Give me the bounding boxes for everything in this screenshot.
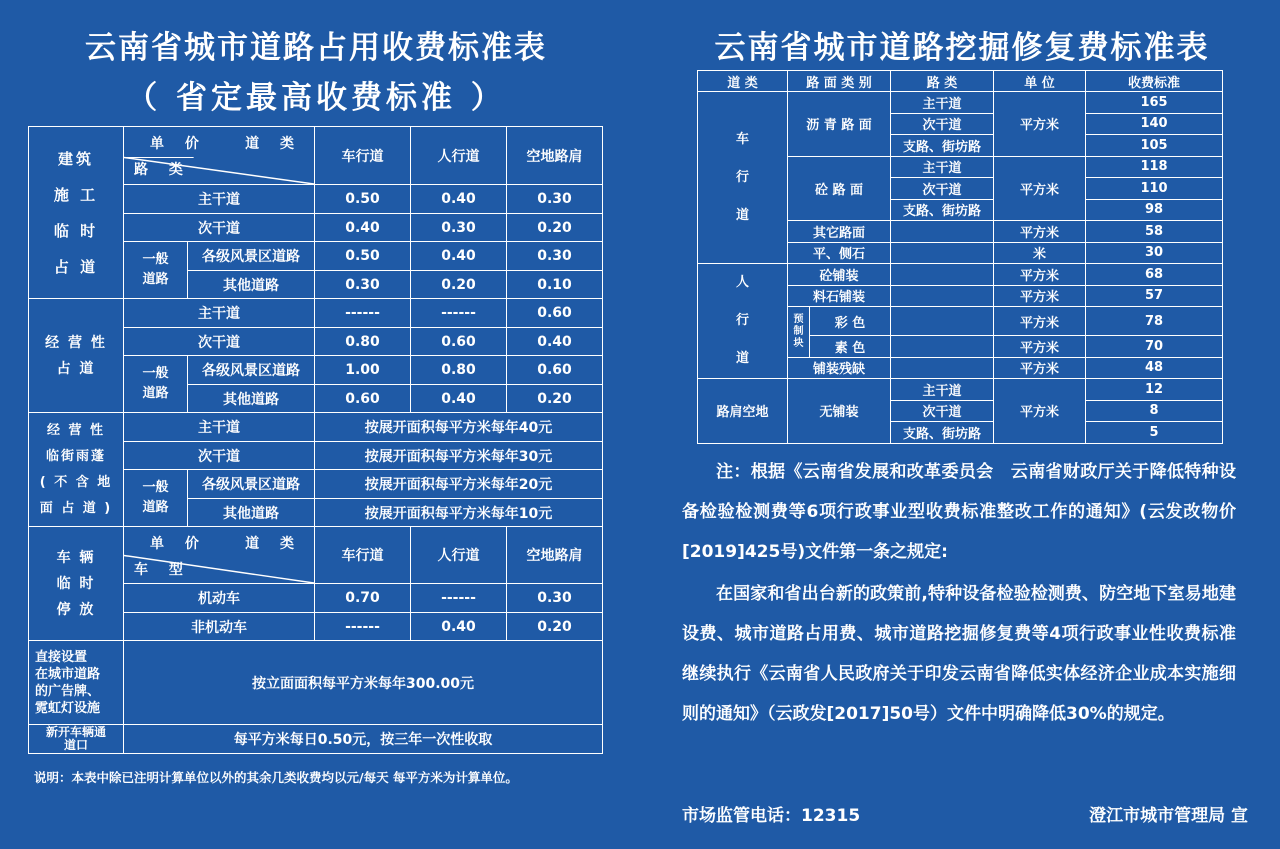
fee: 105 (1086, 135, 1223, 157)
surface-asphalt: 沥 青 路 面 (788, 92, 891, 157)
cell: 0.30 (507, 584, 603, 613)
cell: 0.80 (315, 328, 411, 356)
fee: 58 (1086, 221, 1223, 243)
surface-other: 其它路面 (788, 221, 891, 243)
cell: 0.20 (507, 613, 603, 641)
header-road-type: 道 类 (698, 71, 788, 92)
section-construction: 建筑 施 工 临 时 占 道 (29, 127, 124, 299)
unit: 平方米 (994, 92, 1086, 157)
unit: 平方米 (994, 285, 1086, 307)
fee: 118 (1086, 156, 1223, 178)
cell: 1.00 (315, 356, 411, 385)
road-class: 主干道 (891, 92, 994, 114)
road-class: 主干道 (891, 379, 994, 401)
section-entrance: 新开车辆通 道口 (29, 725, 124, 754)
cell: 0.70 (315, 584, 411, 613)
row-label: 各级风景区道路 (188, 356, 315, 385)
cell: 按展开面积每平方米每年20元 (315, 470, 603, 499)
entrance-fee: 每平方米每日0.50元，按三年一次性收取 (124, 725, 603, 754)
cell: ------ (411, 584, 507, 613)
surface-concrete: 砼 路 面 (788, 156, 891, 221)
road-occupancy-fee-table (28, 126, 603, 754)
cell: 0.30 (507, 185, 603, 214)
left-table-title: 云南省城市道路占用收费标准表 (85, 30, 547, 66)
cell: 0.30 (411, 214, 507, 242)
cell: 0.60 (507, 299, 603, 328)
cell: 0.20 (507, 385, 603, 413)
cell: 0.40 (411, 613, 507, 641)
header-road-class: 路 类 (891, 71, 994, 92)
section-parking: 车 辆 临 时 停 放 (29, 527, 124, 641)
row-label: 主干道 (124, 413, 315, 442)
col-shoulder: 空地路肩 (507, 127, 603, 185)
cell: 按展开面积每平方米每年30元 (315, 442, 603, 470)
col-sidewalk: 人行道 (411, 127, 507, 185)
header-surface: 路 面 类 别 (788, 71, 891, 92)
cell: 0.20 (411, 271, 507, 299)
right-table-title: 云南省城市道路挖掘修复费标准表 (714, 30, 1210, 66)
col-sidewalk: 人行道 (411, 527, 507, 584)
fee: 48 (1086, 357, 1223, 379)
unit: 平方米 (994, 264, 1086, 286)
surface-stone-paving: 料石铺装 (788, 285, 891, 307)
col-shoulder: 空地路肩 (507, 527, 603, 584)
surface-colored: 彩 色 (810, 307, 891, 336)
fee: 98 (1086, 199, 1223, 221)
surface-curb: 平、侧石 (788, 242, 891, 264)
road-class-empty (891, 307, 994, 336)
road-class: 支路、街坊路 (891, 135, 994, 157)
header-fee: 收费标准 (1086, 71, 1223, 92)
fee: 70 (1086, 336, 1223, 358)
notice-policy: 在国家和省出台新的政策前,特种设备检验检测费、防空地下室易地建设费、城市道路占用费、城市道路挖掘修复费等4项行政事业性收费标准继续执行《云南省人民政府关于印发云南省降低实体经济企业成本实施细则的通知》（云政发[2017]50号）文件中明确降低30%的规定。 (682, 584, 1236, 724)
general-road-label: 一般 道路 (124, 356, 188, 413)
cell: 0.80 (411, 356, 507, 385)
row-label: 次干道 (124, 328, 315, 356)
diagonal-header: 单 价 道 类 路 类 (124, 127, 315, 185)
row-label: 非机动车 (124, 613, 315, 641)
row-label: 各级风景区道路 (188, 470, 315, 499)
row-label: 各级风景区道路 (188, 242, 315, 271)
col-carriageway: 车行道 (315, 527, 411, 584)
cell: ------ (315, 613, 411, 641)
fee: 12 (1086, 379, 1223, 401)
precast-block-label: 预 制 块 (788, 307, 810, 358)
cell: 0.50 (315, 185, 411, 214)
header-unit: 单 位 (994, 71, 1086, 92)
diagonal-header-vehicle: 单 价 道 类 车 型 (124, 527, 315, 584)
road-class: 次干道 (891, 178, 994, 200)
row-label: 其他道路 (188, 499, 315, 527)
road-class: 支路、街坊路 (891, 422, 994, 444)
type-carriageway: 车 行 道 (698, 92, 788, 264)
billboard-fee: 按立面面积每平方米每年300.00元 (124, 641, 603, 725)
road-class-empty (891, 242, 994, 264)
row-label: 其他道路 (188, 385, 315, 413)
unit: 平方米 (994, 221, 1086, 243)
row-label: 机动车 (124, 584, 315, 613)
cell: 0.30 (507, 242, 603, 271)
fee: 78 (1086, 307, 1223, 336)
row-label: 次干道 (124, 214, 315, 242)
cell: 按展开面积每平方米每年10元 (315, 499, 603, 527)
row-label: 次干道 (124, 442, 315, 470)
unit: 平方米 (994, 357, 1086, 379)
cell: 0.50 (315, 242, 411, 271)
type-sidewalk: 人 行 道 (698, 264, 788, 379)
cell: 0.20 (507, 214, 603, 242)
general-road-label: 一般 道路 (124, 470, 188, 527)
excavation-repair-fee-table (697, 70, 1223, 444)
cell: 0.30 (315, 271, 411, 299)
notice-basis: 注：根据《云南省发展和改革委员会 云南省财政厅关于降低特种设备检验检测费等6项行政事业型收费标准整改工作的通知》(云发改物价[2019]425号)文件第一条之规定: (682, 462, 1236, 562)
section-billboard: 直接设置 在城市道路 的广告牌、 霓虹灯设施 (29, 641, 124, 725)
unit: 平方米 (994, 307, 1086, 336)
cell: 0.10 (507, 271, 603, 299)
fee: 30 (1086, 242, 1223, 264)
unit: 平方米 (994, 379, 1086, 444)
fee: 57 (1086, 285, 1223, 307)
fee: 140 (1086, 113, 1223, 135)
unit: 米 (994, 242, 1086, 264)
type-shoulder: 路肩空地 (698, 379, 788, 444)
cell: 0.60 (315, 385, 411, 413)
cell: ------ (411, 299, 507, 328)
row-label: 其他道路 (188, 271, 315, 299)
road-class: 次干道 (891, 400, 994, 422)
col-carriageway: 车行道 (315, 127, 411, 185)
cell: 0.40 (411, 385, 507, 413)
section-commercial: 经 营 性 占 道 (29, 299, 124, 413)
cell: ------ (315, 299, 411, 328)
cell: 0.40 (411, 242, 507, 271)
surface-plain: 素 色 (810, 336, 891, 358)
cell: 0.40 (411, 185, 507, 214)
road-class: 主干道 (891, 156, 994, 178)
cell: 按展开面积每平方米每年40元 (315, 413, 603, 442)
row-label: 主干道 (124, 299, 315, 328)
road-class-empty (891, 264, 994, 286)
road-class-empty (891, 221, 994, 243)
surface-concrete-paving: 砼铺装 (788, 264, 891, 286)
issuer: 澄江市城市管理局 宣 (1089, 806, 1248, 826)
cell: 0.40 (315, 214, 411, 242)
surface-unpaved: 无铺装 (788, 379, 891, 444)
left-table-note: 说明：本表中除已注明计算单位以外的其余几类收费均以元/每天 每平方米为计算单位。 (34, 770, 518, 785)
unit: 平方米 (994, 156, 1086, 221)
road-class-empty (891, 336, 994, 358)
fee: 68 (1086, 264, 1223, 286)
cell: 0.60 (411, 328, 507, 356)
section-awning: 经 营 性 临街雨蓬 ( 不 含 地 面 占 道 ) (29, 413, 124, 527)
general-road-label: 一般 道路 (124, 242, 188, 299)
market-hotline: 市场监管电话：12315 (682, 806, 861, 826)
road-class: 支路、街坊路 (891, 199, 994, 221)
road-class-empty (891, 357, 994, 379)
left-table-subtitle: （ 省定最高收费标准 ） (126, 80, 506, 116)
row-label: 主干道 (124, 185, 315, 214)
fee: 8 (1086, 400, 1223, 422)
road-class: 次干道 (891, 113, 994, 135)
cell: 0.60 (507, 356, 603, 385)
fee: 5 (1086, 422, 1223, 444)
road-class-empty (891, 285, 994, 307)
fee: 165 (1086, 92, 1223, 114)
unit: 平方米 (994, 336, 1086, 358)
cell: 0.40 (507, 328, 603, 356)
surface-defect: 铺装残缺 (788, 357, 891, 379)
fee: 110 (1086, 178, 1223, 200)
